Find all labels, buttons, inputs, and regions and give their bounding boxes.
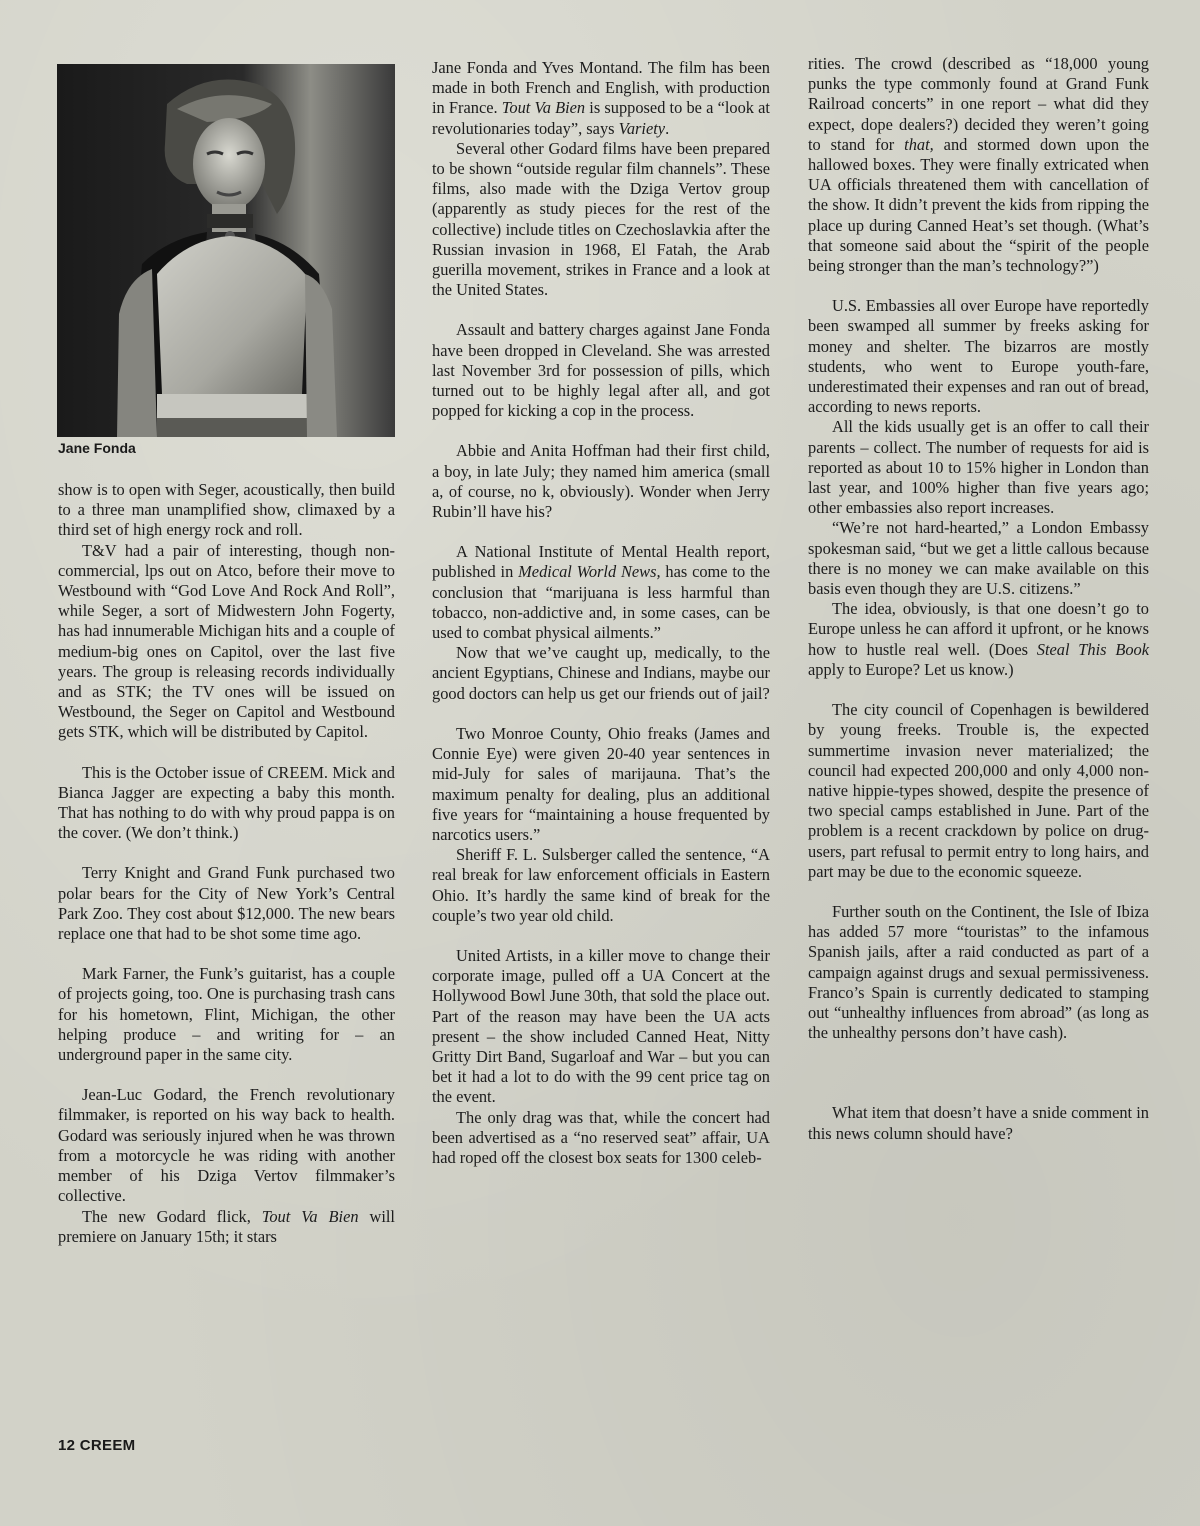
paragraph: show is to open with Seger, acoustically, then build to a three man unamplified show, climaxed by a third set of high energy rock and roll. [58, 480, 395, 540]
article-column-1 [58, 480, 395, 1247]
paragraph [432, 542, 770, 643]
paragraph: Mark Farner, the Funk’s guitarist, has a couple of projects going, too. One is purchasing trash cans for his hometown, Flint, Michigan, the other helping produce – and writing for – an underground paper in the same city. [58, 964, 395, 1065]
publication-title: Medical World News, [518, 562, 661, 582]
text-run: is supposed to be a “look at revolutionaries today”, says [432, 98, 770, 138]
paragraph: What item that doesn’t have a snide comment in this news column should have? [808, 1103, 1149, 1143]
paragraph [808, 54, 1149, 276]
text-run: The new Godard flick, [82, 1206, 262, 1226]
paragraph: U.S. Embassies all over Europe have reportedly been swamped all summer by freeks asking for money and shelter. The bizarros are mostly students, who went to Europe youth-fare, underestimated their expenses and ran out of bread, according to news reports. [808, 296, 1149, 417]
paragraph: Jean-Luc Godard, the French revolutionary filmmaker, is reported on his way back to health. Godard was seriously injured when he was thrown from a motorcycle he was riding with another member of his Dziga Vertov filmmaker’s collective. [58, 1085, 395, 1206]
paragraph: All the kids usually get is an offer to call their parents – collect. The number of requests for aid is reported as about 10 to 15% higher in London than last year, and 100% higher than five years ago; other embassies also report increases. [808, 417, 1149, 518]
paragraph: Abbie and Anita Hoffman had their first child, a boy, in late July; they named him america (small a, of course, no k, obviously). Wonder when Jerry Rubin’ll have his? [432, 441, 770, 522]
paragraph: The city council of Copenhagen is bewildered by young freeks. Trouble is, the expected summertime invasion never materialized; the council had expected 200,000 and only 4,000 non-native hippie-types showed, despite the presence of two special camps established in June. Part of the problem is a recent crackdown by police on drug-users, part refusal to permit entry to long hairs, and part may be due to the economic squeeze. [808, 700, 1149, 881]
book-title: Steal This Book [1036, 639, 1149, 659]
paragraph: The only drag was that, while the concert had been advertised as a “no reserved seat” affair, UA had roped off the closest box seats for 1300 celeb- [432, 1107, 770, 1167]
text-run: has come to the conclusion that “marijuana is less harmful than tobacco, non-addictive and, in some cases, can be used to combat physical ailments.” [432, 562, 770, 643]
paragraph: Assault and battery charges against Jane Fonda have been dropped in Cleveland. She was arrested last November 3rd for possession of pills, which turned out to be highly legal after all, and got popped for kicking a cop in the process. [432, 320, 770, 421]
paragraph: United Artists, in a killer move to change their corporate image, pulled off a UA Concert at the Hollywood Bowl June 30th, that sold the place out. Part of the reason may have been the UA acts present – the show included Canned Heat, Nitty Gritty Dirt Band, Sugarloaf and War – but you can bet it had a lot to do with the 99 cent price tag on the event. [432, 945, 770, 1107]
publication-title: Variety [618, 118, 666, 138]
portrait-photo [57, 64, 395, 437]
photo-caption: Jane Fonda [58, 440, 136, 456]
paragraph: “We’re not hard-hearted,” a London Embassy spokesman said, “but we get a little callous because there is no money we can make available on this basis even though they are U.S. citizens.” [808, 518, 1149, 599]
text-run: and stormed down upon the hallowed boxes. They were finally extricated when UA officials threatened them with cancellation of the show. It didn’t prevent the kids from ripping the place up during Canned Heat’s set though. (What’s that someone said about the “spirit of the people being stronger than the man’s technology?”) [808, 134, 1149, 276]
text-run: apply to Europe? Let us know.) [808, 659, 1014, 679]
paragraph [58, 1207, 395, 1247]
paragraph [808, 599, 1149, 680]
paragraph: T&V had a pair of interesting, though non-commercial, lps out on Atco, before their move to Westbound with “God Love And Rock And Roll”, while Seger, a sort of Midwestern John Fogerty, has had innumerable Michigan hits and a couple of medium-big ones on Capitol, over the last five years. The group is releasing records individually and as STK; the TV ones will be issued on Westbound, the Seger on Capitol and Westbound gets STK, which will be distributed by Capitol. [58, 540, 395, 742]
emphasis: that, [904, 134, 934, 154]
paragraph: Sheriff F. L. Sulsberger called the sentence, “A real break for law enforcement officials in Eastern Ohio. It’s hardly the same kind of break for the couple’s two year old child. [432, 845, 770, 925]
text-run: rities. The crowd (described as “18,000 young punks the type commonly found at Grand Funk Railroad concerts” in one report – what did they expect, dope dealers?) decided they weren’t going to stand for [808, 54, 1149, 154]
film-title: Tout Va Bien [261, 1206, 359, 1226]
article-column-2 [432, 58, 770, 1168]
text-run: . [665, 118, 670, 138]
article-column-3 [808, 54, 1149, 1144]
paragraph: Several other Godard films have been prepared to be shown “outside regular film channels”. These films, also made with the Dziga Vertov group (apparently as study pieces for the rest of the collective) include titles on Czechoslavkia after the Russian invasion in 1968, El Fatah, the Arab guerilla movement, strikes in France and a look at the United States. [432, 138, 770, 300]
paragraph: Further south on the Continent, the Isle of Ibiza has added 57 more “touristas” to the infamous Spanish jails, after a raid conducted as part of a campaign against drugs and sexual permissiveness. Franco’s Spain is currently dedicated to stamping out “unhealthy influences from abroad” (as long as the unhealthy persons don’t have cash). [808, 901, 1149, 1043]
text-run: will premiere on January 15th; it stars [58, 1206, 395, 1246]
paragraph [432, 58, 770, 139]
paragraph: Now that we’ve caught up, medically, to the ancient Egyptians, Chinese and Indians, maybe our good doctors can help us get our friends out of jail? [432, 643, 770, 703]
text-run: Jane Fonda and Yves Montand. The film has been made in both French and English, with production in France. [432, 58, 770, 118]
page-footer: 12 CREEM [58, 1437, 136, 1454]
film-title: Tout Va Bien [501, 98, 586, 118]
text-run: The idea, obviously, is that one doesn’t go to Europe unless he can afford it upfront, or he knows how to hustle real well. (Does [808, 599, 1149, 659]
paragraph: Terry Knight and Grand Funk purchased two polar bears for the City of New York’s Central Park Zoo. They cost about $12,000. The new bears replace one that had to be shot some time ago. [58, 863, 395, 944]
text-run: A National Institute of Mental Health report, published in [432, 542, 770, 582]
paragraph: This is the October issue of CREEM. Mick and Bianca Jagger are expecting a baby this month. That has nothing to do with why proud pappa is on the cover. (We don’t think.) [58, 762, 395, 843]
paragraph: Two Monroe County, Ohio freaks (James and Connie Eye) were given 20-40 year sentences in mid-July for sales of marijauna. That’s the maximum penalty for dealing, plus an additional five years for “maintaining a house frequented by narcotics users.” [432, 723, 770, 844]
